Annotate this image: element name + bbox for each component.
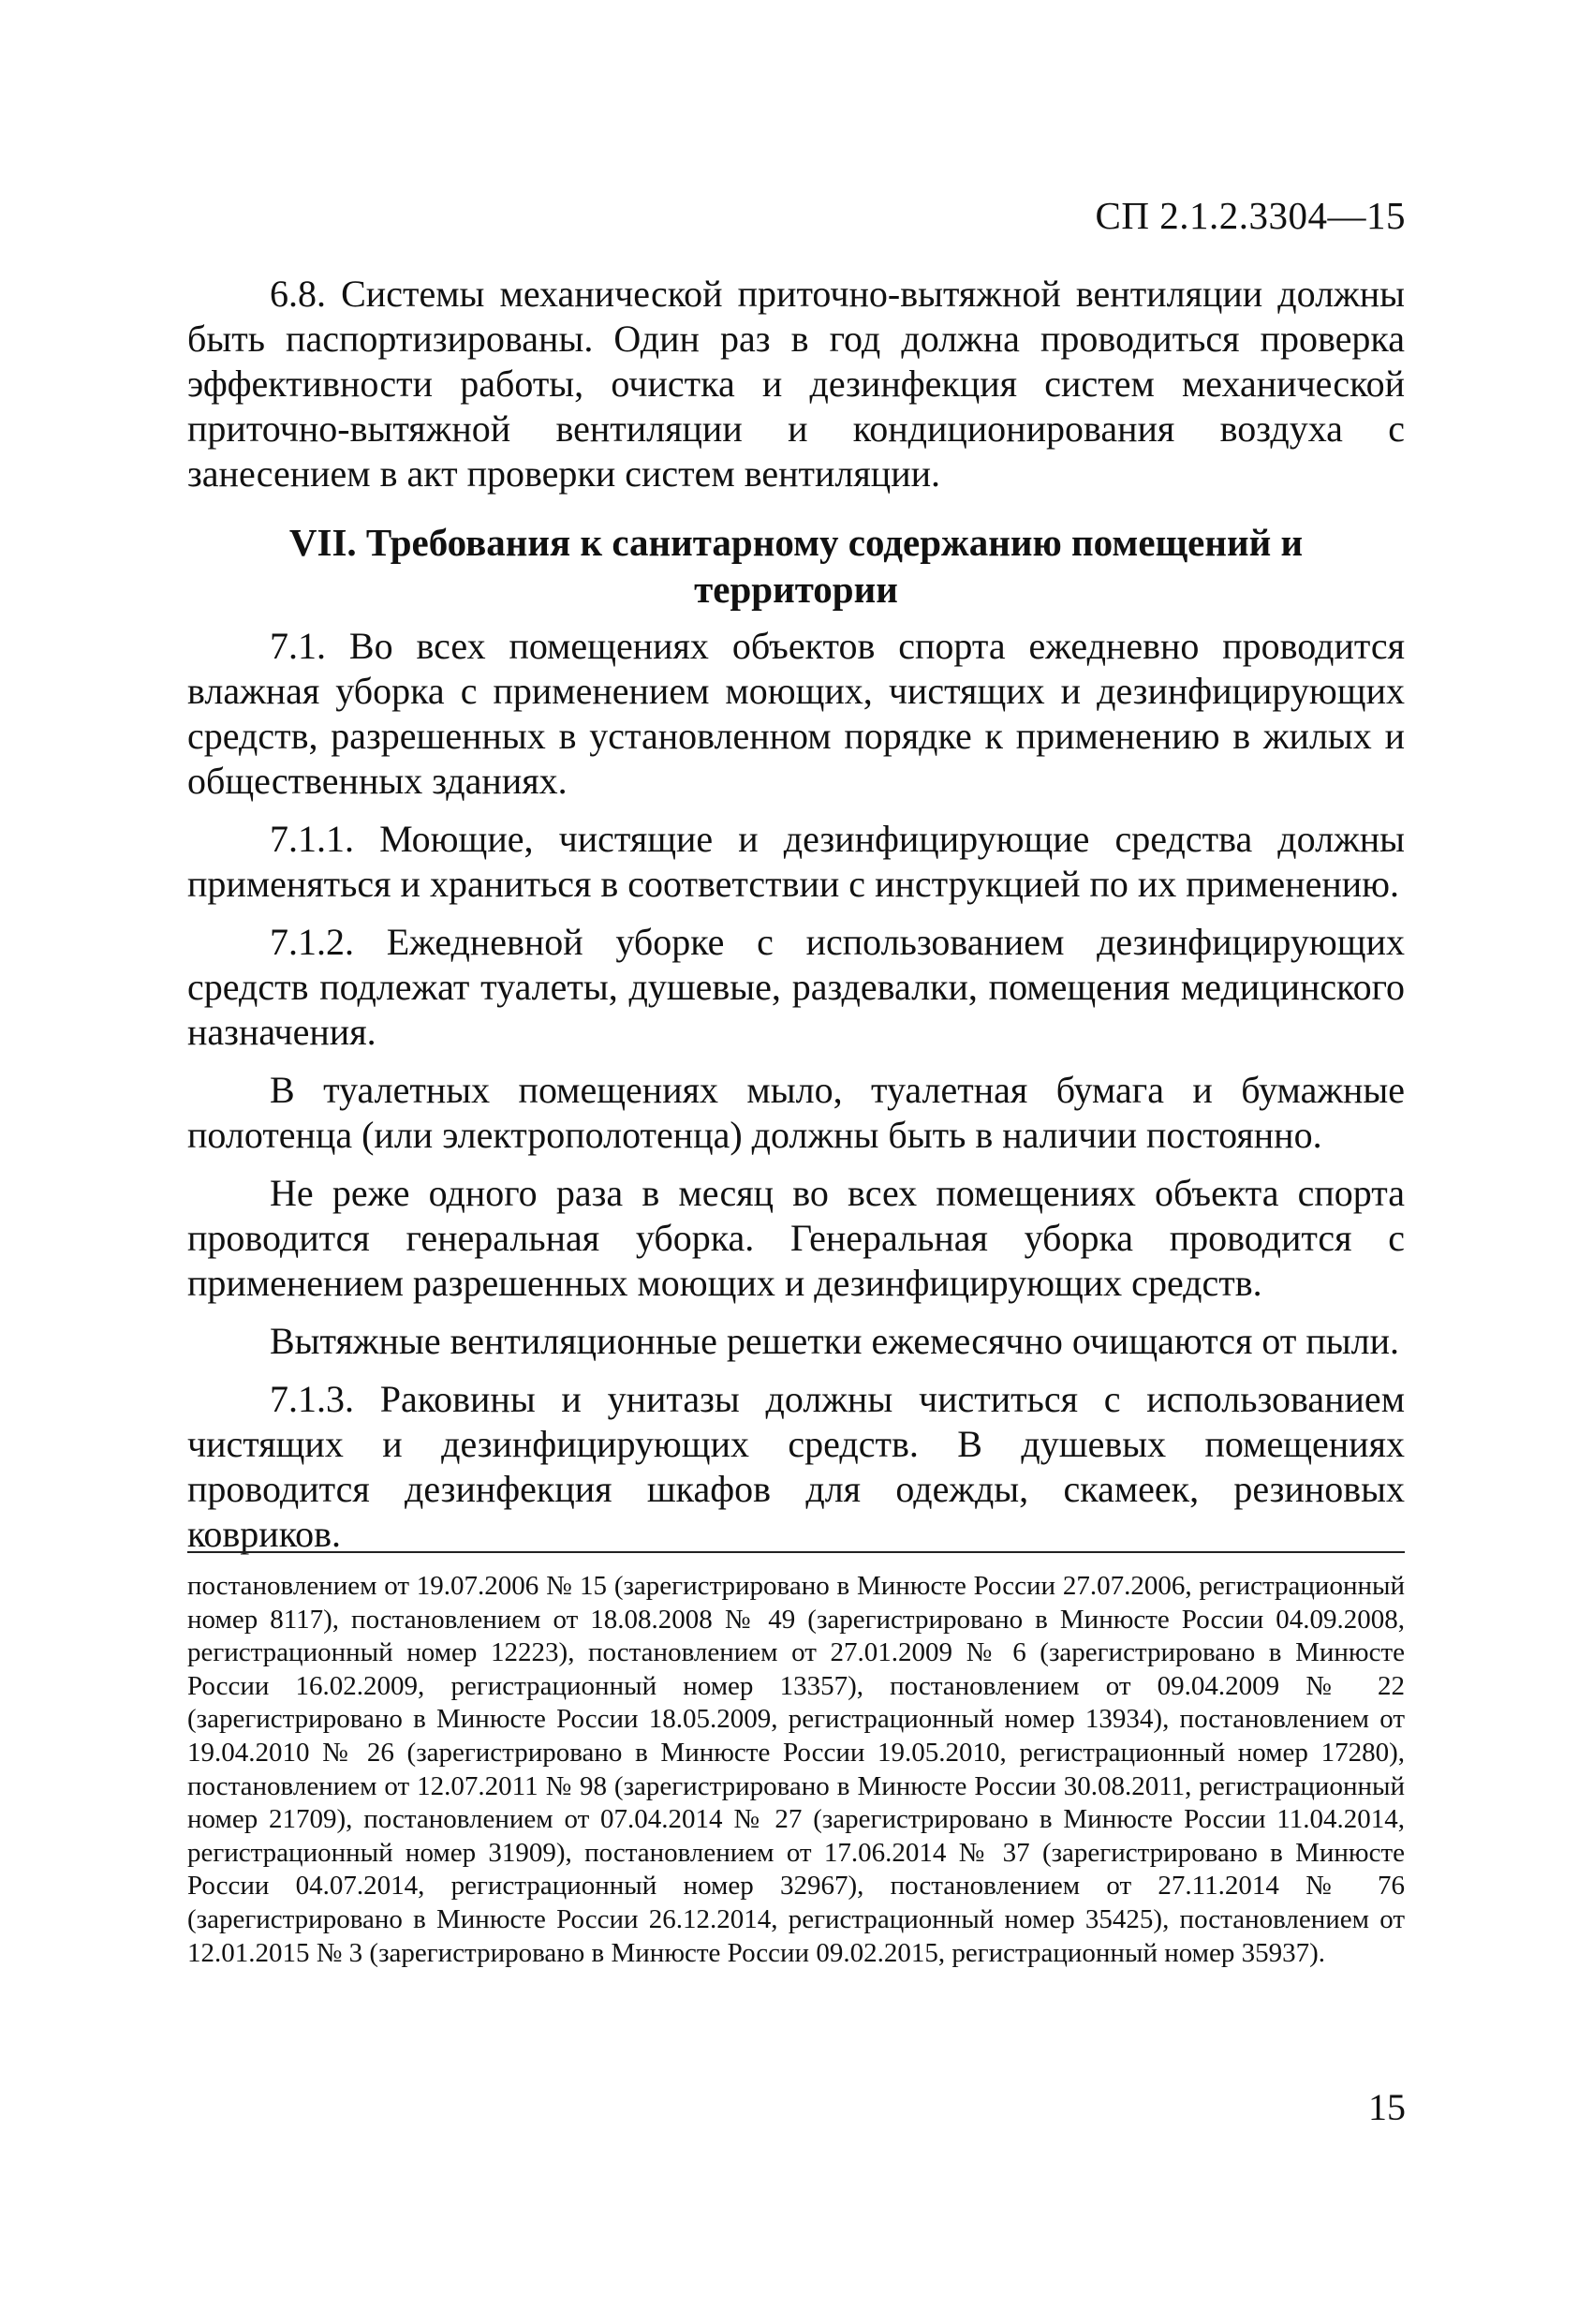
footnote-divider bbox=[187, 1551, 1405, 1553]
paragraph-7-1-2: 7.1.2. Ежедневной уборке с использованием дезинфицирующих средств подлежат туалеты, душевые, раздевалки, помещения медицинского назначения. bbox=[187, 921, 1405, 1053]
paragraph-7-1: 7.1. Во всех помещениях объектов спорта ежедневно проводится влажная уборка с применением моющих, чистящих и дезинфицирующих средств, разрешенных в установленном порядке к применению в жилых и общественных зданиях. bbox=[187, 625, 1405, 802]
footnote-text: постановлением от 19.07.2006 № 15 (зарегистрировано в Минюсте России 27.07.2006, регистрационный номер 8117), постановлением от 18.08.2008 № 49 (зарегистрировано в Минюсте России 04.09.2008, регистрационный номер 12223), постановлением от 27.01.2009 № 6 (зарегистрировано в Минюсте России 16.02.2009, регистрационный номер 13357), постановлением от 09.04.2009 № 22 (зарегистрировано в Минюсте России 18.05.2009, регистрационный номер 13934), постановлением от 19.04.2010 № 26 (зарегистрировано в Минюсте России 19.05.2010, регистрационный номер 17280), постановлением от 12.07.2011 № 98 (зарегистрировано в Минюсте России 30.08.2011, регистрационный номер 21709), постановлением от 07.04.2014 № 27 (зарегистрировано в Минюсте России 11.04.2014, регистрационный номер 31909), постановлением от 17.06.2014 № 37 (зарегистрировано в Минюсте России 04.07.2014, регистрационный номер 32967), постановлением от 27.11.2014 № 76 (зарегистрировано в Минюсте России 26.12.2014, регистрационный номер 35425), постановлением от 12.01.2015 № 3 (зарегистрировано в Минюсте России 09.02.2015, регистрационный номер 35937). bbox=[187, 1571, 1405, 1968]
page-number: 15 bbox=[1368, 2086, 1406, 2128]
paragraph-general-cleaning: Не реже одного раза в месяц во всех помещениях объекта спорта проводится генеральная уборка. Генеральная уборка проводится с применением разрешенных моющих и дезинфицирующих средств. bbox=[187, 1172, 1405, 1304]
paragraph-6-8: 6.8. Системы механической приточно-вытяжной вентиляции должны быть паспортизированы. Один раз в год должна проводиться проверка эффективности работы, очистка и дезинфекция систем механической приточно-вытяжной вентиляции и кондиционирования воздуха с занесением в акт проверки систем вентиляции. bbox=[187, 273, 1405, 495]
section-title-line-2: территории bbox=[694, 568, 898, 611]
footnote-section bbox=[187, 1551, 1405, 1970]
main-text bbox=[187, 272, 1405, 1570]
paragraph-grilles: Вытяжные вентиляционные решетки ежемесячно очищаются от пыли. bbox=[270, 1320, 1399, 1362]
section-title-line-1: VII. Требования к санитарному содержанию помещений и bbox=[288, 521, 1304, 564]
document-code-header: СП 2.1.2.3304—15 bbox=[1095, 194, 1406, 237]
paragraph-7-1-3: 7.1.3. Раковины и унитазы должны чиститься с использованием чистящих и дезинфицирующих средств. В душевых помещениях проводится дезинфекция шкафов для одежды, скамеек, резиновых ковриков. bbox=[187, 1378, 1405, 1555]
section-title-vii bbox=[187, 519, 1405, 613]
paragraph-7-1-1: 7.1.1. Моющие, чистящие и дезинфицирующие средства должны применяться и храниться в соответствии с инструкцией по их применению. bbox=[187, 818, 1405, 905]
paragraph-toilets: В туалетных помещениях мыло, туалетная бумага и бумажные полотенца (или электрополотенца) должны быть в наличии постоянно. bbox=[187, 1069, 1405, 1156]
